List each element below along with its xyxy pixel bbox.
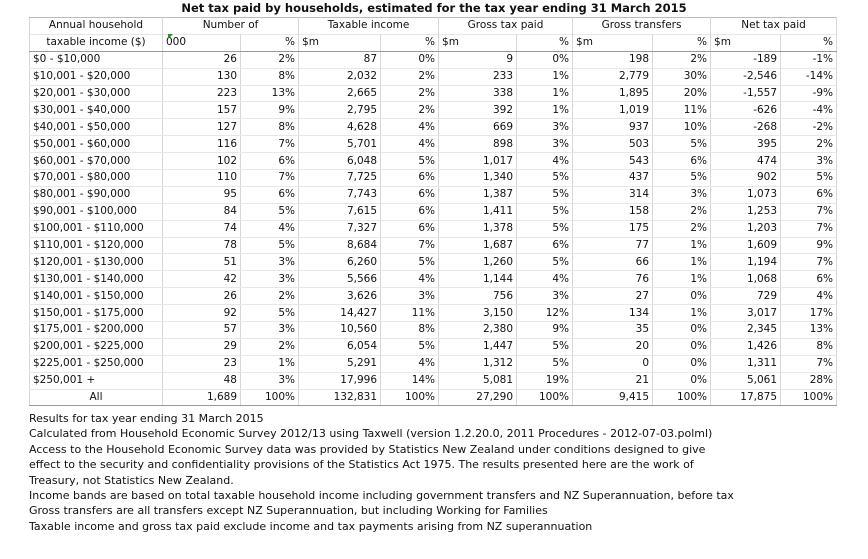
percent-cell: 0%	[653, 338, 711, 355]
value-cell: 77	[573, 237, 653, 254]
value-cell: 6,260	[299, 254, 381, 271]
header-unit: $m	[573, 34, 653, 51]
value-cell: 2,665	[299, 85, 381, 102]
percent-cell: -9%	[781, 85, 837, 102]
percent-cell: 0%	[653, 288, 711, 305]
percent-cell: 9%	[241, 102, 299, 119]
note-line: Income bands are based on total taxable household income including government transfers and NZ Superannuation, before tax	[29, 489, 734, 503]
income-band-cell: $110,001 - $120,000	[30, 237, 163, 254]
value-cell: 9	[439, 51, 517, 68]
percent-cell: 100%	[781, 389, 837, 406]
value-cell: 102	[163, 153, 241, 170]
value-cell: 130	[163, 68, 241, 85]
percent-cell: 5%	[517, 254, 573, 271]
percent-cell: 3%	[781, 153, 837, 170]
percent-cell: 11%	[653, 102, 711, 119]
value-cell: 3,150	[439, 305, 517, 322]
percent-cell: 8%	[241, 119, 299, 136]
header-income-band: Annual household	[30, 18, 163, 35]
table-row	[30, 203, 837, 220]
value-cell: 474	[711, 153, 781, 170]
percent-cell: 3%	[517, 288, 573, 305]
percent-cell: 9%	[781, 237, 837, 254]
percent-cell: 5%	[653, 170, 711, 187]
value-cell: 6,054	[299, 338, 381, 355]
percent-cell: 5%	[653, 136, 711, 153]
value-cell: 1,019	[573, 102, 653, 119]
income-band-cell: $70,001 - $80,000	[30, 170, 163, 187]
note-line: effect to the security and confidentiality provisions of the Statistics Act 1975. The results presented here are the work of	[29, 458, 694, 472]
value-cell: 116	[163, 136, 241, 153]
value-cell: 35	[573, 322, 653, 339]
percent-cell: 12%	[517, 305, 573, 322]
value-cell: 1,609	[711, 237, 781, 254]
percent-cell: 5%	[517, 355, 573, 372]
percent-cell: -2%	[781, 119, 837, 136]
note-line: Access to the Household Economic Survey data was provided by Statistics New Zealand under conditions designed to give	[29, 442, 706, 456]
table-row	[30, 170, 837, 187]
table-row	[30, 119, 837, 136]
value-cell: 5,061	[711, 372, 781, 389]
value-cell: 902	[711, 170, 781, 187]
percent-cell: 1%	[653, 254, 711, 271]
value-cell: 1,895	[573, 85, 653, 102]
value-cell: 9,415	[573, 389, 653, 406]
value-cell: -268	[711, 119, 781, 136]
percent-cell: 3%	[653, 186, 711, 203]
value-cell: 157	[163, 102, 241, 119]
percent-cell: 4%	[381, 271, 439, 288]
header-number-of: Number of	[163, 18, 299, 35]
percent-cell: 100%	[653, 389, 711, 406]
value-cell: -2,546	[711, 68, 781, 85]
value-cell: 158	[573, 203, 653, 220]
table-row	[30, 102, 837, 119]
note-line: Results for tax year ending 31 March 2015	[29, 412, 264, 425]
percent-cell: 13%	[241, 85, 299, 102]
income-band-cell: $175,001 - $200,000	[30, 322, 163, 339]
percent-cell: 4%	[517, 153, 573, 170]
percent-cell: -14%	[781, 68, 837, 85]
header-income-unit: taxable income ($)	[30, 34, 163, 51]
percent-cell: 6%	[781, 186, 837, 203]
header-unit: %	[241, 34, 299, 51]
percent-cell: 1%	[517, 102, 573, 119]
value-cell: 78	[163, 237, 241, 254]
value-cell: 26	[163, 51, 241, 68]
value-cell: 2,345	[711, 322, 781, 339]
percent-cell: 7%	[781, 203, 837, 220]
value-cell: 1,311	[711, 355, 781, 372]
header-unit: $m	[711, 34, 781, 51]
table-row	[30, 305, 837, 322]
value-cell: 729	[711, 288, 781, 305]
income-band-cell: $200,001 - $225,000	[30, 338, 163, 355]
value-cell: 27	[573, 288, 653, 305]
percent-cell: -4%	[781, 102, 837, 119]
percent-cell: 19%	[517, 372, 573, 389]
income-band-cell: $100,001 - $110,000	[30, 220, 163, 237]
percent-cell: 7%	[241, 170, 299, 187]
value-cell: 7,743	[299, 186, 381, 203]
income-band-cell: $30,001 - $40,000	[30, 102, 163, 119]
percent-cell: 17%	[781, 305, 837, 322]
value-cell: 1,194	[711, 254, 781, 271]
table-row	[30, 186, 837, 203]
table-row	[30, 68, 837, 85]
percent-cell: 2%	[241, 338, 299, 355]
income-band-cell: $10,001 - $20,000	[30, 68, 163, 85]
value-cell: 198	[573, 51, 653, 68]
percent-cell: 8%	[241, 68, 299, 85]
table-row	[30, 322, 837, 339]
value-cell: 17,875	[711, 389, 781, 406]
value-cell: 1,312	[439, 355, 517, 372]
table-row	[30, 271, 837, 288]
header-gross-tax-paid: Gross tax paid	[439, 18, 573, 35]
income-band-cell: $50,001 - $60,000	[30, 136, 163, 153]
percent-cell: 100%	[241, 389, 299, 406]
value-cell: 5,566	[299, 271, 381, 288]
value-cell: 175	[573, 220, 653, 237]
income-band-cell: $130,001 - $140,000	[30, 271, 163, 288]
value-cell: 132,831	[299, 389, 381, 406]
value-cell: 87	[299, 51, 381, 68]
percent-cell: 6%	[381, 220, 439, 237]
percent-cell: 2%	[241, 288, 299, 305]
value-cell: 74	[163, 220, 241, 237]
value-cell: 2,779	[573, 68, 653, 85]
percent-cell: 4%	[241, 220, 299, 237]
percent-cell: 1%	[517, 68, 573, 85]
percent-cell: 0%	[517, 51, 573, 68]
value-cell: 1,378	[439, 220, 517, 237]
header-unit: 000	[163, 34, 241, 51]
header-taxable-income: Taxable income	[299, 18, 439, 35]
table-row	[30, 51, 837, 68]
percent-cell: 6%	[241, 153, 299, 170]
value-cell: 6,048	[299, 153, 381, 170]
percent-cell: 5%	[517, 203, 573, 220]
value-cell: 66	[573, 254, 653, 271]
value-cell: 7,615	[299, 203, 381, 220]
value-cell: 21	[573, 372, 653, 389]
percent-cell: 3%	[241, 322, 299, 339]
header-net-tax-paid: Net tax paid	[711, 18, 837, 35]
value-cell: 1,253	[711, 203, 781, 220]
percent-cell: 6%	[381, 203, 439, 220]
percent-cell: 5%	[781, 170, 837, 187]
percent-cell: 2%	[381, 85, 439, 102]
percent-cell: 4%	[517, 271, 573, 288]
income-band-cell: $0 - $10,000	[30, 51, 163, 68]
percent-cell: 5%	[241, 203, 299, 220]
value-cell: 898	[439, 136, 517, 153]
table-row	[30, 237, 837, 254]
percent-cell: 6%	[241, 186, 299, 203]
value-cell: 3,626	[299, 288, 381, 305]
value-cell: 1,687	[439, 237, 517, 254]
percent-cell: 7%	[781, 220, 837, 237]
value-cell: 27,290	[439, 389, 517, 406]
percent-cell: 2%	[241, 51, 299, 68]
income-band-cell: $140,001 - $150,000	[30, 288, 163, 305]
percent-cell: 7%	[381, 237, 439, 254]
percent-cell: 30%	[653, 68, 711, 85]
percent-cell: 0%	[381, 51, 439, 68]
table-row	[30, 372, 837, 389]
value-cell: 223	[163, 85, 241, 102]
value-cell: 756	[439, 288, 517, 305]
value-cell: 1,447	[439, 338, 517, 355]
value-cell: 110	[163, 170, 241, 187]
value-cell: 51	[163, 254, 241, 271]
percent-cell: 20%	[653, 85, 711, 102]
percent-cell: 2%	[381, 68, 439, 85]
value-cell: 2,380	[439, 322, 517, 339]
value-cell: 26	[163, 288, 241, 305]
percent-cell: 1%	[653, 271, 711, 288]
value-cell: 7,327	[299, 220, 381, 237]
value-cell: 338	[439, 85, 517, 102]
value-cell: 5,701	[299, 136, 381, 153]
percent-cell: 7%	[241, 136, 299, 153]
percent-cell: 5%	[517, 186, 573, 203]
percent-cell: 0%	[653, 372, 711, 389]
value-cell: 1,426	[711, 338, 781, 355]
value-cell: 10,560	[299, 322, 381, 339]
income-band-cell: $150,001 - $175,000	[30, 305, 163, 322]
header-unit: %	[781, 34, 837, 51]
percent-cell: 3%	[381, 288, 439, 305]
header-unit: $m	[439, 34, 517, 51]
percent-cell: 5%	[381, 254, 439, 271]
income-band-cell: $80,001 - $90,000	[30, 186, 163, 203]
value-cell: 3,017	[711, 305, 781, 322]
percent-cell: 5%	[517, 220, 573, 237]
income-band-cell: $120,001 - $130,000	[30, 254, 163, 271]
table-row	[30, 220, 837, 237]
percent-cell: 5%	[517, 170, 573, 187]
percent-cell: 1%	[653, 305, 711, 322]
percent-cell: 3%	[241, 271, 299, 288]
value-cell: 127	[163, 119, 241, 136]
percent-cell: 2%	[653, 220, 711, 237]
note-line: Taxable income and gross tax paid exclude income and tax payments arising from NZ superannuation	[29, 519, 593, 533]
value-cell: 14,427	[299, 305, 381, 322]
value-cell: 57	[163, 322, 241, 339]
table-title: Net tax paid by households, estimated for the tax year ending 31 March 2015	[0, 0, 868, 17]
value-cell: 42	[163, 271, 241, 288]
value-cell: 7,725	[299, 170, 381, 187]
percent-cell: 14%	[381, 372, 439, 389]
value-cell: -189	[711, 51, 781, 68]
percent-cell: 5%	[517, 338, 573, 355]
percent-cell: 7%	[781, 254, 837, 271]
cell-comment-marker	[168, 34, 173, 39]
value-cell: 17,996	[299, 372, 381, 389]
value-cell: 92	[163, 305, 241, 322]
percent-cell: 1%	[517, 85, 573, 102]
value-cell: 937	[573, 119, 653, 136]
value-cell: 2,032	[299, 68, 381, 85]
percent-cell: 28%	[781, 372, 837, 389]
percent-cell: 6%	[781, 271, 837, 288]
net-tax-table	[29, 17, 837, 406]
value-cell: 1,689	[163, 389, 241, 406]
value-cell: 84	[163, 203, 241, 220]
percent-cell: 3%	[241, 372, 299, 389]
percent-cell: 8%	[781, 338, 837, 355]
percent-cell: 6%	[381, 170, 439, 187]
percent-cell: -1%	[781, 51, 837, 68]
percent-cell: 6%	[517, 237, 573, 254]
note-line: Gross transfers are all transfers except NZ Superannuation, but including Working for Families	[29, 504, 548, 518]
value-cell: 1,017	[439, 153, 517, 170]
value-cell: 233	[439, 68, 517, 85]
total-row	[30, 389, 837, 406]
value-cell: 23	[163, 355, 241, 372]
table-row	[30, 153, 837, 170]
percent-cell: 2%	[781, 136, 837, 153]
value-cell: 1,144	[439, 271, 517, 288]
table-row	[30, 355, 837, 372]
value-cell: 4,628	[299, 119, 381, 136]
table-row	[30, 288, 837, 305]
income-band-cell: All	[30, 389, 163, 406]
percent-cell: 3%	[517, 136, 573, 153]
value-cell: 1,411	[439, 203, 517, 220]
value-cell: 669	[439, 119, 517, 136]
value-cell: 1,387	[439, 186, 517, 203]
value-cell: 76	[573, 271, 653, 288]
percent-cell: 4%	[781, 288, 837, 305]
percent-cell: 1%	[241, 355, 299, 372]
header-unit: $m	[299, 34, 381, 51]
note-line: Treasury, not Statistics New Zealand.	[29, 473, 234, 487]
header-unit: %	[381, 34, 439, 51]
income-band-cell: $225,001 - $250,000	[30, 355, 163, 372]
note-line: Calculated from Household Economic Survey 2012/13 using Taxwell (version 1.2.20.0, 2011 Procedures - 2012-07-03.polml)	[29, 427, 713, 441]
value-cell: 48	[163, 372, 241, 389]
percent-cell: 1%	[653, 237, 711, 254]
value-cell: 1,068	[711, 271, 781, 288]
value-cell: 1,340	[439, 170, 517, 187]
value-cell: 95	[163, 186, 241, 203]
value-cell: 20	[573, 338, 653, 355]
value-cell: 5,081	[439, 372, 517, 389]
percent-cell: 2%	[381, 102, 439, 119]
table-row	[30, 136, 837, 153]
notes-block	[29, 411, 859, 534]
percent-cell: 4%	[381, 136, 439, 153]
percent-cell: 7%	[781, 355, 837, 372]
value-cell: 395	[711, 136, 781, 153]
header-unit: %	[653, 34, 711, 51]
value-cell: 0	[573, 355, 653, 372]
percent-cell: 100%	[381, 389, 439, 406]
percent-cell: 11%	[381, 305, 439, 322]
value-cell: 29	[163, 338, 241, 355]
header-row-1	[30, 18, 837, 35]
income-band-cell: $90,001 - $100,000	[30, 203, 163, 220]
header-unit: %	[517, 34, 573, 51]
table-row	[30, 85, 837, 102]
income-band-cell: $250,001 +	[30, 372, 163, 389]
percent-cell: 2%	[653, 51, 711, 68]
percent-cell: 6%	[653, 153, 711, 170]
percent-cell: 6%	[381, 186, 439, 203]
percent-cell: 10%	[653, 119, 711, 136]
value-cell: 2,795	[299, 102, 381, 119]
value-cell: 1,073	[711, 186, 781, 203]
header-gross-transfers: Gross transfers	[573, 18, 711, 35]
value-cell: -1,557	[711, 85, 781, 102]
percent-cell: 13%	[781, 322, 837, 339]
value-cell: 503	[573, 136, 653, 153]
value-cell: -626	[711, 102, 781, 119]
value-cell: 8,684	[299, 237, 381, 254]
percent-cell: 3%	[241, 254, 299, 271]
value-cell: 1,260	[439, 254, 517, 271]
value-cell: 437	[573, 170, 653, 187]
percent-cell: 9%	[517, 322, 573, 339]
table-body	[30, 18, 837, 406]
percent-cell: 5%	[241, 305, 299, 322]
percent-cell: 5%	[241, 237, 299, 254]
value-cell: 314	[573, 186, 653, 203]
header-row-2	[30, 34, 837, 51]
percent-cell: 2%	[653, 203, 711, 220]
value-cell: 5,291	[299, 355, 381, 372]
percent-cell: 3%	[517, 119, 573, 136]
percent-cell: 100%	[517, 389, 573, 406]
value-cell: 392	[439, 102, 517, 119]
percent-cell: 8%	[381, 322, 439, 339]
value-cell: 134	[573, 305, 653, 322]
income-band-cell: $40,001 - $50,000	[30, 119, 163, 136]
percent-cell: 0%	[653, 355, 711, 372]
percent-cell: 4%	[381, 119, 439, 136]
percent-cell: 5%	[381, 153, 439, 170]
percent-cell: 4%	[381, 355, 439, 372]
percent-cell: 0%	[653, 322, 711, 339]
value-cell: 543	[573, 153, 653, 170]
income-band-cell: $60,001 - $70,000	[30, 153, 163, 170]
percent-cell: 5%	[381, 338, 439, 355]
table-row	[30, 338, 837, 355]
table-row	[30, 254, 837, 271]
income-band-cell: $20,001 - $30,000	[30, 85, 163, 102]
value-cell: 1,203	[711, 220, 781, 237]
